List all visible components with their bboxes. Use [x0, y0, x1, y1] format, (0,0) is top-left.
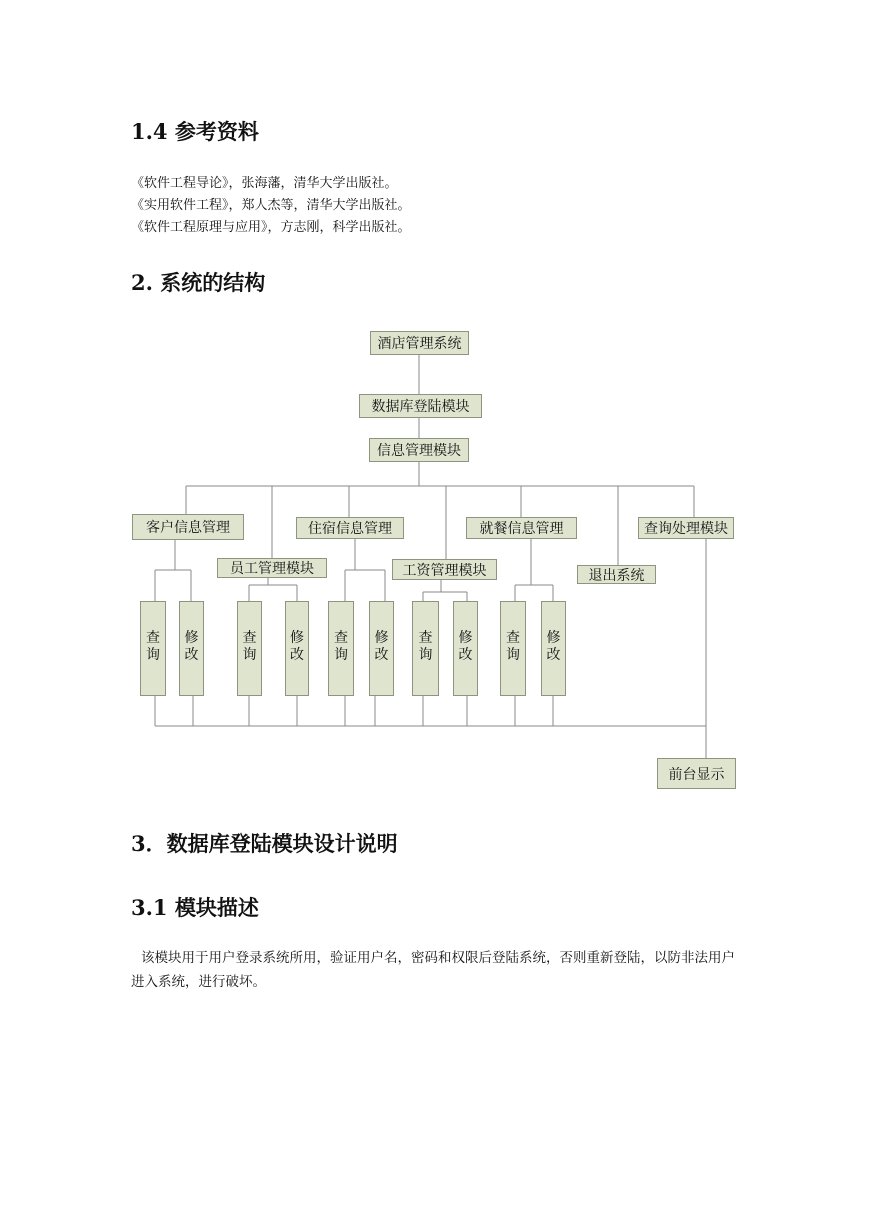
leaf-query-wage — [412, 601, 439, 696]
leaf-char: 询 — [334, 647, 348, 663]
leaf-char: 修 — [458, 630, 473, 646]
leaf-char: 查 — [506, 630, 520, 646]
node-customer-info-management: 客户信息管理 — [132, 514, 244, 540]
leaf-char: 改 — [374, 647, 389, 663]
node-info-management-module: 信息管理模块 — [369, 438, 469, 462]
node-staff-management-module: 员工管理模块 — [217, 558, 327, 578]
leaf-modify-wage — [453, 601, 478, 696]
leaf-char: 改 — [184, 647, 199, 663]
leaf-char: 修 — [546, 630, 561, 646]
leaf-char: 查 — [418, 630, 433, 646]
section-3-1-heading: 3.1 模块描述 — [131, 895, 259, 920]
node-wage-management-module: 工资管理模块 — [392, 559, 497, 580]
leaf-modify-staff — [285, 601, 309, 696]
node-query-processing-module: 查询处理模块 — [638, 517, 734, 539]
root-node-hotel-system: 酒店管理系统 — [370, 331, 469, 355]
node-db-login-module: 数据库登陆模块 — [359, 394, 482, 418]
reference-item-1: 《软件工程导论》，张海藩，清华大学出版社。 — [131, 176, 398, 191]
leaf-query-lodging — [328, 601, 354, 696]
leaf-char: 修 — [184, 630, 199, 646]
section-3-1-body: 该模块用于用户登录系统所用，验证用户名，密码和权限后登陆系统，否则重新登陆，以防非法用户进入系统，进行破坏。 — [131, 950, 735, 990]
leaf-char: 询 — [506, 647, 520, 663]
reference-item-3: 《软件工程原理与应用》，方志刚，科学出版社。 — [131, 220, 411, 235]
leaf-char: 查 — [242, 630, 257, 646]
leaf-char: 询 — [242, 647, 257, 663]
leaf-char: 查 — [146, 630, 160, 646]
section-3-heading: 3．数据库登陆模块设计说明 — [131, 831, 398, 856]
leaf-char: 修 — [290, 630, 304, 646]
leaf-char: 改 — [546, 647, 561, 663]
leaf-query-staff — [237, 601, 262, 696]
node-dining-info-management: 就餐信息管理 — [466, 517, 577, 539]
leaf-modify-lodging — [369, 601, 394, 696]
leaf-char: 询 — [146, 647, 160, 663]
leaf-query-customer — [140, 601, 166, 696]
leaf-modify-customer — [179, 601, 204, 696]
reference-item-2: 《实用软件工程》，郑人杰等，清华大学出版社。 — [131, 198, 411, 213]
node-lodging-info-management: 住宿信息管理 — [296, 517, 404, 539]
node-frontend-display: 前台显示 — [657, 758, 736, 789]
leaf-query-dining — [500, 601, 526, 696]
section-2-heading: 2. 系统的结构 — [131, 270, 266, 295]
leaf-char: 询 — [418, 647, 433, 663]
section-1-4-heading: 1.4 参考资料 — [131, 119, 259, 144]
leaf-char: 查 — [334, 630, 348, 646]
leaf-char: 改 — [290, 647, 304, 663]
node-exit-system: 退出系统 — [577, 565, 656, 584]
leaf-char: 改 — [458, 647, 473, 663]
leaf-modify-dining — [541, 601, 566, 696]
leaf-char: 修 — [374, 630, 389, 646]
